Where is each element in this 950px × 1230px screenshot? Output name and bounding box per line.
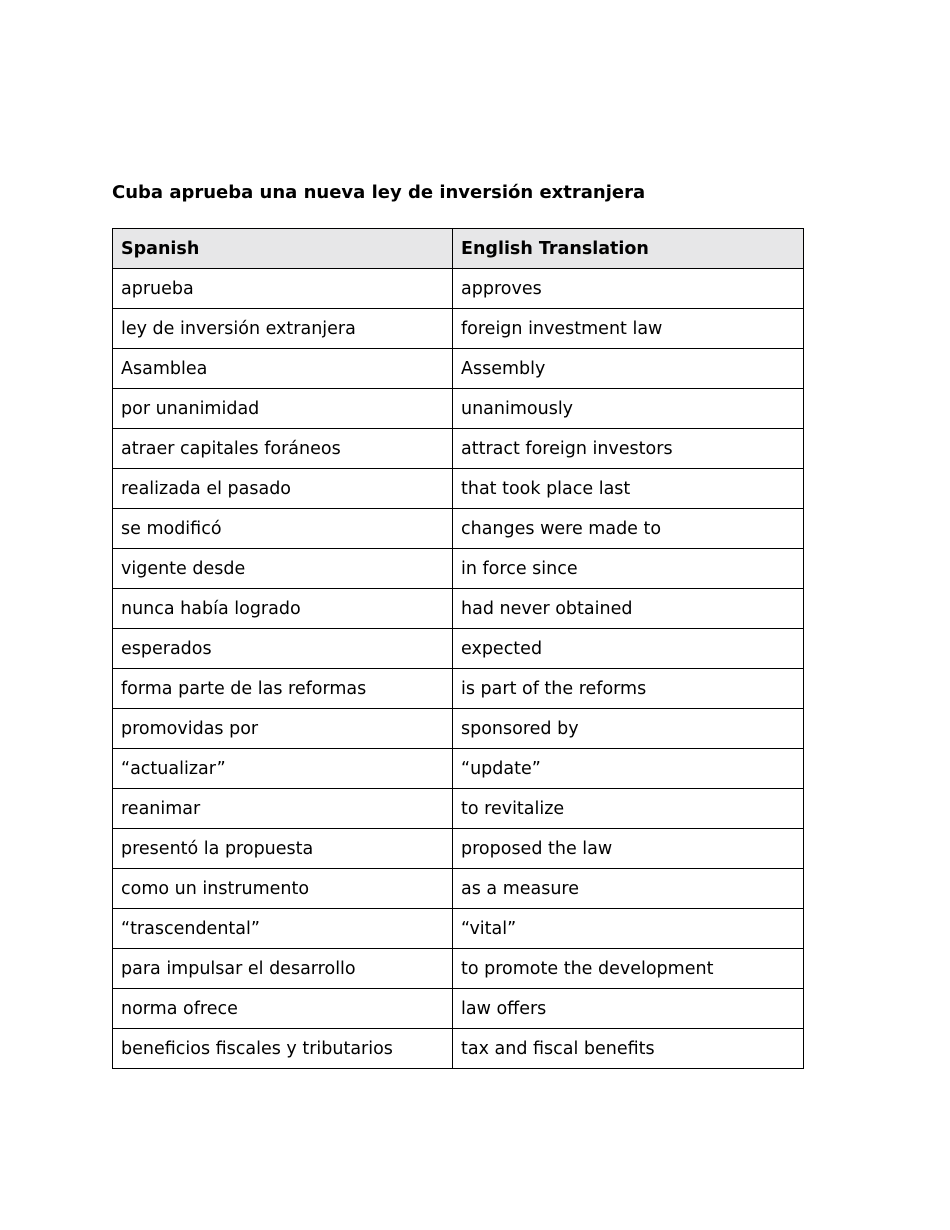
english-cell: “vital”	[453, 909, 804, 949]
table-row	[113, 669, 804, 709]
spanish-cell: para impulsar el desarrollo	[113, 949, 453, 989]
table-row	[113, 389, 804, 429]
english-cell: to revitalize	[453, 789, 804, 829]
table-row	[113, 829, 804, 869]
english-cell: that took place last	[453, 469, 804, 509]
english-cell: approves	[453, 269, 804, 309]
spanish-cell: como un instrumento	[113, 869, 453, 909]
english-cell: in force since	[453, 549, 804, 589]
table-row	[113, 909, 804, 949]
table-row	[113, 949, 804, 989]
english-cell: expected	[453, 629, 804, 669]
table-row	[113, 749, 804, 789]
english-cell: foreign investment law	[453, 309, 804, 349]
table-row	[113, 349, 804, 389]
english-cell: “update”	[453, 749, 804, 789]
table-row	[113, 429, 804, 469]
table-row	[113, 469, 804, 509]
table-header-row	[113, 229, 804, 269]
english-cell: unanimously	[453, 389, 804, 429]
english-cell: to promote the development	[453, 949, 804, 989]
english-cell: as a measure	[453, 869, 804, 909]
spanish-cell: atraer capitales foráneos	[113, 429, 453, 469]
english-cell: attract foreign investors	[453, 429, 804, 469]
english-cell: is part of the reforms	[453, 669, 804, 709]
english-cell: tax and fiscal benefits	[453, 1029, 804, 1069]
table-row	[113, 509, 804, 549]
spanish-cell: “actualizar”	[113, 749, 453, 789]
spanish-cell: norma ofrece	[113, 989, 453, 1029]
spanish-cell: “trascendental”	[113, 909, 453, 949]
english-cell: changes were made to	[453, 509, 804, 549]
table-row	[113, 789, 804, 829]
english-cell: had never obtained	[453, 589, 804, 629]
spanish-cell: presentó la propuesta	[113, 829, 453, 869]
spanish-cell: se modificó	[113, 509, 453, 549]
english-cell: Assembly	[453, 349, 804, 389]
english-cell: proposed the law	[453, 829, 804, 869]
spanish-cell: vigente desde	[113, 549, 453, 589]
column-header-english: English Translation	[453, 229, 804, 269]
spanish-cell: ley de inversión extranjera	[113, 309, 453, 349]
english-cell: law offers	[453, 989, 804, 1029]
page-title: Cuba aprueba una nueva ley de inversión extranjera	[112, 182, 646, 203]
table-row	[113, 629, 804, 669]
spanish-cell: por unanimidad	[113, 389, 453, 429]
spanish-cell: esperados	[113, 629, 453, 669]
table-row	[113, 869, 804, 909]
spanish-cell: beneficios fiscales y tributarios	[113, 1029, 453, 1069]
table-row	[113, 549, 804, 589]
spanish-cell: nunca había logrado	[113, 589, 453, 629]
table-row	[113, 589, 804, 629]
column-header-spanish: Spanish	[113, 229, 453, 269]
spanish-cell: reanimar	[113, 789, 453, 829]
spanish-cell: aprueba	[113, 269, 453, 309]
table-row	[113, 709, 804, 749]
vocabulary-table	[112, 228, 804, 1069]
table-row	[113, 309, 804, 349]
english-cell: sponsored by	[453, 709, 804, 749]
spanish-cell: Asamblea	[113, 349, 453, 389]
table-row	[113, 1029, 804, 1069]
spanish-cell: realizada el pasado	[113, 469, 453, 509]
table-row	[113, 989, 804, 1029]
spanish-cell: promovidas por	[113, 709, 453, 749]
table-row	[113, 269, 804, 309]
spanish-cell: forma parte de las reformas	[113, 669, 453, 709]
